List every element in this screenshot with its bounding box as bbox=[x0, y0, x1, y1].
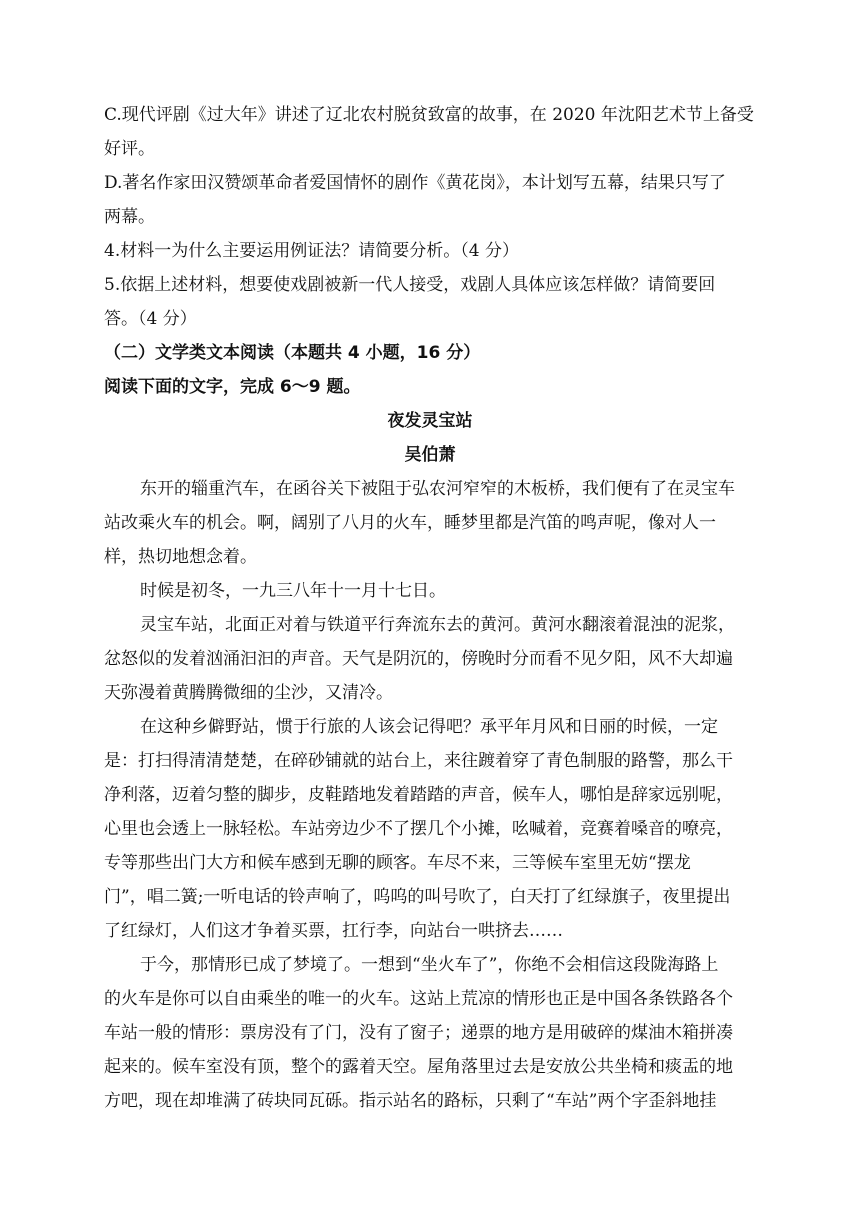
paragraph-line: 样，热切地想念着。 bbox=[104, 547, 257, 567]
question-5 bbox=[104, 268, 756, 336]
option-d bbox=[104, 166, 756, 234]
article-paragraph-2 bbox=[104, 574, 756, 608]
document-content bbox=[104, 98, 756, 1118]
paragraph-line: 方吧，现在却堆满了砖块同瓦砾。指示站名的路标，只剩了“车站”两个字歪斜地挂 bbox=[104, 1091, 717, 1111]
question-4-line-1: 4.材料一为什么主要运用例证法？请简要分析。（4 分） bbox=[104, 241, 519, 261]
paragraph-line: 门”，唱二簧;一听电话的铃声响了，呜呜的叫号吹了，白天打了红绿旗子，夜里提出 bbox=[104, 887, 731, 907]
option-c-line-1: C.现代评剧《过大年》讲述了辽北农村脱贫致富的故事，在 2020 年沈阳艺术节上备受 bbox=[104, 105, 754, 125]
option-d-line-2: 两幕。 bbox=[104, 207, 155, 227]
section-heading: （二）文学类文本阅读（本题共 4 小题，16 分） bbox=[104, 343, 481, 363]
paragraph-line: 起来的。候车室没有顶，整个的露着天空。屋角落里过去是安放公共坐椅和痰盂的地 bbox=[104, 1057, 733, 1077]
paragraph-line: 于今，那情形已成了梦境了。一想到“坐火车了”，你绝不会相信这段陇海路上 bbox=[140, 955, 719, 975]
question-4 bbox=[104, 234, 756, 268]
paragraph-line: 车站一般的情形：票房没有了门，没有了窗子；递票的地方是用破碎的煤油木箱拼凑 bbox=[104, 1023, 733, 1043]
article-title: 夜发灵宝站 bbox=[387, 411, 473, 431]
paragraph-line: 在这种乡僻野站，惯于行旅的人该会记得吧？承平年月风和日丽的时候，一定 bbox=[140, 717, 718, 737]
paragraph-line: 的火车是你可以自由乘坐的唯一的火车。这站上荒凉的情形也正是中国各条铁路各个 bbox=[104, 989, 733, 1009]
article-paragraph-5 bbox=[104, 948, 756, 1118]
question-5-line-1: 5.依据上述材料，想要使戏剧被新一代人接受，戏剧人具体应该怎样做？请简要回 bbox=[104, 275, 716, 295]
paragraph-line: 专等那些出门大方和候车感到无聊的顾客。车尽不来，三等候车室里无妨“摆龙 bbox=[104, 853, 691, 873]
article-paragraph-1 bbox=[104, 472, 756, 574]
paragraph-line: 心里也会透上一脉轻松。车站旁边少不了摆几个小摊，吆喊着，竞赛着嗓音的嘹亮， bbox=[104, 819, 733, 839]
paragraph-line: 时候是初冬，一九三八年十一月十七日。 bbox=[140, 581, 446, 601]
option-c-line-2: 好评。 bbox=[104, 139, 155, 159]
article-paragraph-3 bbox=[104, 608, 756, 710]
paragraph-line: 忿怒似的发着汹涌汩汩的声音。天气是阴沉的，傍晚时分而看不见夕阳，风不大却遍 bbox=[104, 649, 733, 669]
paragraph-line: 东开的辎重汽车，在函谷关下被阻于弘农河窄窄的木板桥，我们便有了在灵宝车 bbox=[140, 479, 735, 499]
paragraph-line: 净利落，迈着匀整的脚步，皮鞋踏地发着踏踏的声音，候车人，哪怕是辞家远别呢， bbox=[104, 785, 733, 805]
paragraph-line: 灵宝车站，北面正对着与铁道平行奔流东去的黄河。黄河水翻滚着混浊的泥浆， bbox=[140, 615, 735, 635]
paragraph-line: 是：打扫得清清楚楚，在碎砂铺就的站台上，来往踱着穿了青色制服的路警，那么干 bbox=[104, 751, 733, 771]
option-c bbox=[104, 98, 756, 166]
section-instruction: 阅读下面的文字，完成 6～9 题。 bbox=[104, 377, 361, 397]
article-paragraph-4 bbox=[104, 710, 756, 948]
option-d-line-1: D.著名作家田汉赞颂革命者爱国情怀的剧作《黄花岗》，本计划写五幕，结果只写了 bbox=[104, 173, 726, 193]
article-author: 吴伯萧 bbox=[404, 445, 456, 465]
paragraph-line: 站改乘火车的机会。啊，阔别了八月的火车，睡梦里都是汽笛的鸣声呢，像对人一 bbox=[104, 513, 716, 533]
paragraph-line: 了红绿灯，人们这才争着买票，扛行李，向站台一哄挤去…… bbox=[104, 921, 563, 941]
paragraph-line: 天弥漫着黄腾腾微细的尘沙，又清冷。 bbox=[104, 683, 393, 703]
question-5-line-2: 答。（4 分） bbox=[104, 309, 197, 329]
